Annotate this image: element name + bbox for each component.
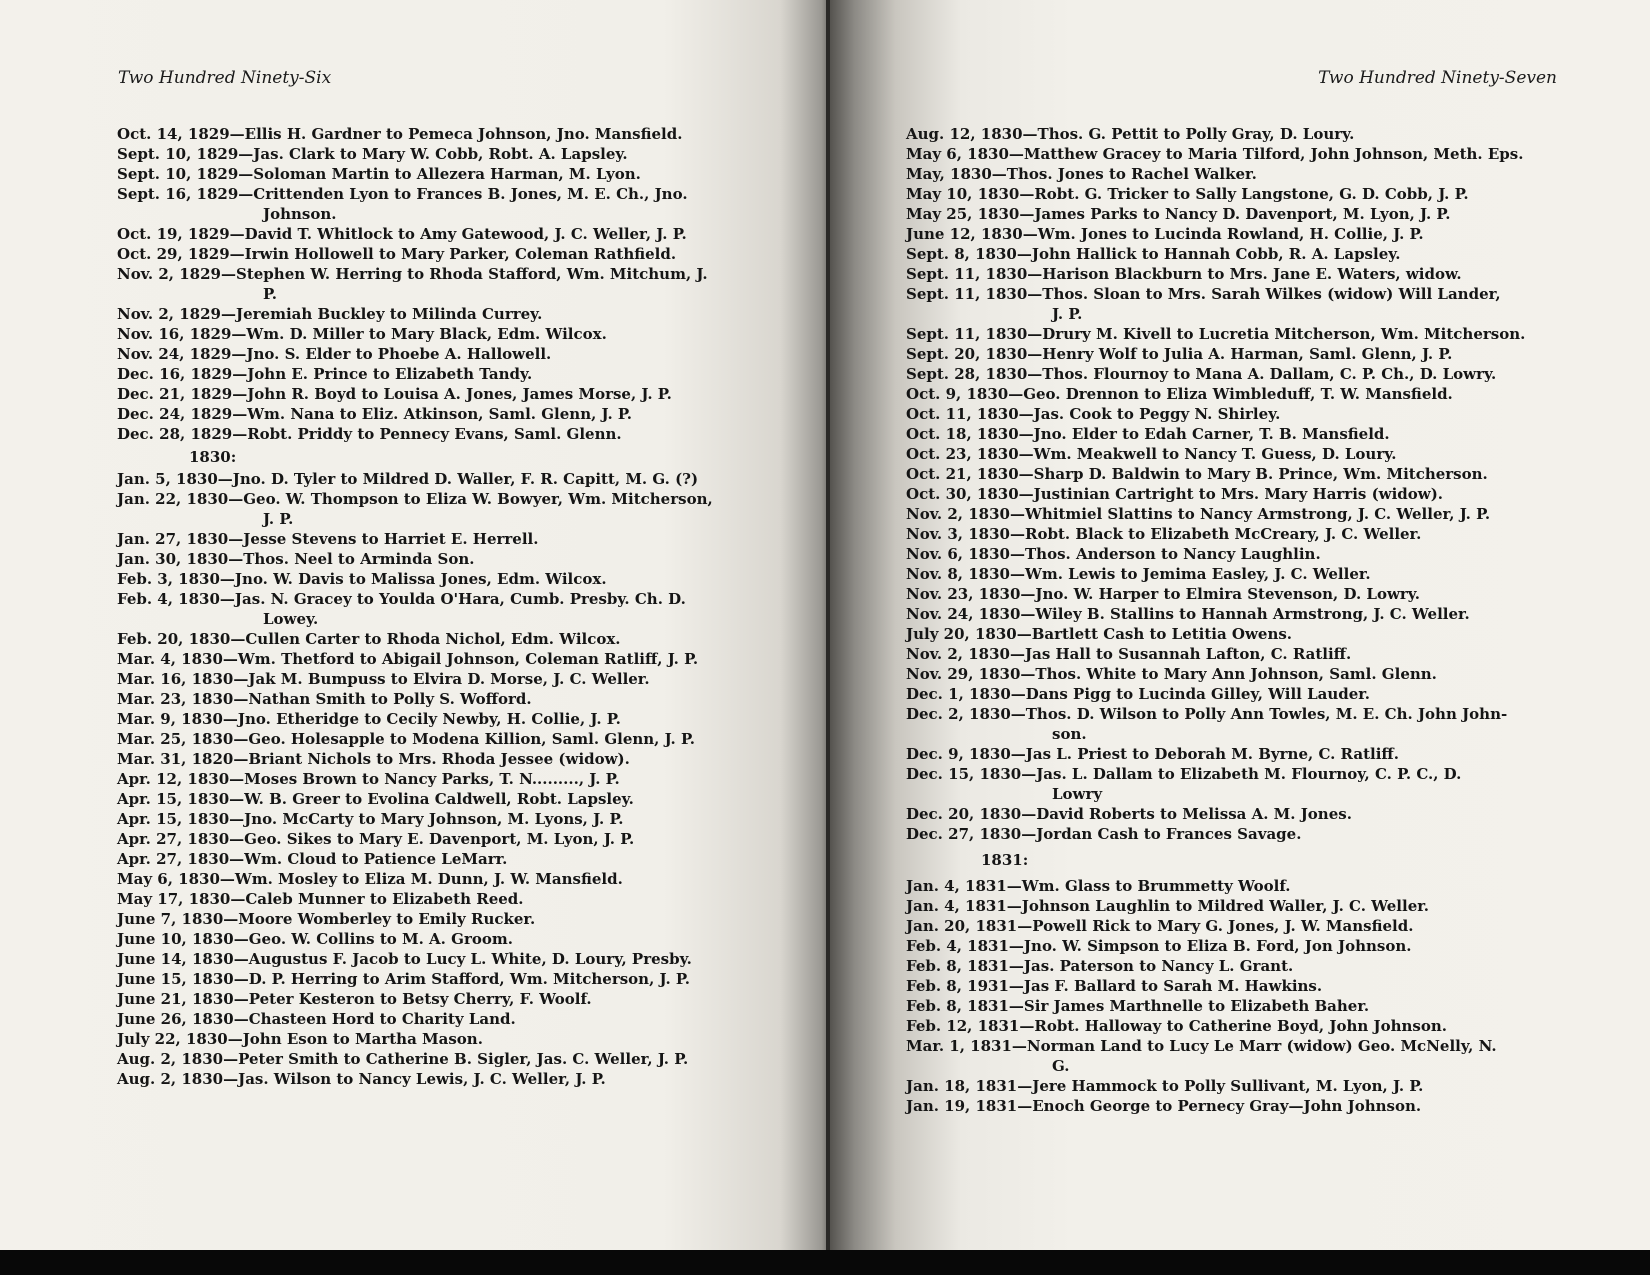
marriage-entry [117,184,767,224]
marriage-entry [117,569,767,589]
marriage-entry [906,664,1566,684]
marriage-entry [906,936,1566,956]
marriage-entry [117,144,767,164]
entry-text: May 6, 1830—Wm. Mosley to Eliza M. Dunn, J. W. Mansfield. [117,870,623,888]
entry-text: Jan. 27, 1830—Jesse Stevens to Harriet E. Herrell. [117,530,539,548]
marriage-entry [117,469,767,489]
entry-text: May 10, 1830—Robt. G. Tricker to Sally Langstone, G. D. Cobb, J. P. [906,185,1469,203]
marriage-entry [117,404,767,424]
entry-text: Nov. 24, 1829—Jno. S. Elder to Phoebe A. Hallowell. [117,345,552,363]
entry-text: May 25, 1830—James Parks to Nancy D. Davenport, M. Lyon, J. P. [906,205,1451,223]
entry-text: Apr. 27, 1830—Wm. Cloud to Patience LeMarr. [117,850,508,868]
marriage-entry [117,264,767,304]
marriage-entry [906,244,1566,264]
entry-text: Feb. 12, 1831—Robt. Halloway to Catherine Boyd, John Johnson. [906,1017,1447,1035]
marriage-entry [906,804,1566,824]
entry-text: Jan. 4, 1831—Johnson Laughlin to Mildred Waller, J. C. Weller. [906,897,1429,915]
entry-text: Feb. 4, 1830—Jas. N. Gracey to Youlda O'Hara, Cumb. Presby. Ch. D. [117,590,686,608]
marriage-entry [117,489,767,529]
entry-text: June 14, 1830—Augustus F. Jacob to Lucy L. White, D. Loury, Presby. [117,950,692,968]
entry-list-1830 [117,469,767,1089]
left-page [0,0,830,1250]
marriage-entry [117,809,767,829]
entry-text: Aug. 12, 1830—Thos. G. Pettit to Polly Gray, D. Loury. [906,125,1355,143]
entry-continuation: Lowey. [263,610,319,628]
entry-text: Sept. 11, 1830—Drury M. Kivell to Lucretia Mitcherson, Wm. Mitcherson. [906,325,1526,343]
entry-text: Nov. 2, 1830—Whitmiel Slattins to Nancy Armstrong, J. C. Weller, J. P. [906,505,1491,523]
marriage-entry [117,1049,767,1069]
marriage-entry [906,444,1566,464]
marriage-entry [117,929,767,949]
entry-text: May 17, 1830—Caleb Munner to Elizabeth Reed. [117,890,524,908]
entry-text: Dec. 20, 1830—David Roberts to Melissa A. M. Jones. [906,805,1352,823]
entry-continuation: Lowry [1052,785,1103,803]
entry-text: Oct. 21, 1830—Sharp D. Baldwin to Mary B. Prince, Wm. Mitcherson. [906,465,1488,483]
marriage-entry [117,749,767,769]
entry-text: Dec. 28, 1829—Robt. Priddy to Pennecy Evans, Saml. Glenn. [117,425,622,443]
entry-text: Dec. 16, 1829—John E. Prince to Elizabeth Tandy. [117,365,533,383]
entry-text: June 12, 1830—Wm. Jones to Lucinda Rowland, H. Collie, J. P. [906,225,1424,243]
entry-text: Nov. 2, 1830—Jas Hall to Susannah Lafton, C. Ratliff. [906,645,1352,663]
entry-text: Jan. 20, 1831—Powell Rick to Mary G. Jones, J. W. Mansfield. [906,917,1414,935]
entry-list-1831 [906,876,1566,1116]
entry-text: Feb. 3, 1830—Jno. W. Davis to Malissa Jones, Edm. Wilcox. [117,570,607,588]
marriage-entry [117,629,767,649]
entry-text: Dec. 27, 1830—Jordan Cash to Frances Savage. [906,825,1302,843]
marriage-entry [906,344,1566,364]
entry-text: Feb. 8, 1931—Jas F. Ballard to Sarah M. Hawkins. [906,977,1323,995]
year-heading-1831: 1831: [981,851,1029,869]
marriage-entry [117,344,767,364]
entry-text: Nov. 29, 1830—Thos. White to Mary Ann Johnson, Saml. Glenn. [906,665,1437,683]
entry-text: Oct. 9, 1830—Geo. Drennon to Eliza Wimbleduff, T. W. Mansfield. [906,385,1453,403]
entry-text: Dec. 15, 1830—Jas. L. Dallam to Elizabeth M. Flournoy, C. P. C., D. [906,765,1462,783]
marriage-entry [906,384,1566,404]
marriage-entry [117,649,767,669]
entry-text: June 7, 1830—Moore Womberley to Emily Rucker. [117,910,536,928]
marriage-entry [117,304,767,324]
marriage-entry [906,684,1566,704]
marriage-entry [906,744,1566,764]
marriage-entry [906,704,1566,744]
marriage-entry [117,889,767,909]
marriage-entry [906,264,1566,284]
marriage-entry [117,989,767,1009]
entry-text: Jan. 30, 1830—Thos. Neel to Arminda Son. [117,550,475,568]
entry-text: Sept. 20, 1830—Henry Wolf to Julia A. Harman, Saml. Glenn, J. P. [906,345,1453,363]
marriage-entry [906,976,1566,996]
entry-text: Mar. 25, 1830—Geo. Holesapple to Modena Killion, Saml. Glenn, J. P. [117,730,696,748]
entry-text: June 21, 1830—Peter Kesteron to Betsy Cherry, F. Woolf. [117,990,592,1008]
entry-text: Oct. 30, 1830—Justinian Cartright to Mrs. Mary Harris (widow). [906,485,1444,503]
marriage-entry [906,284,1566,324]
marriage-entry [906,544,1566,564]
marriage-entry [117,589,767,629]
marriage-entry [906,164,1566,184]
marriage-entry [117,709,767,729]
entry-text: Nov. 3, 1830—Robt. Black to Elizabeth McCreary, J. C. Weller. [906,525,1422,543]
entry-text: June 26, 1830—Chasteen Hord to Charity Land. [117,1010,516,1028]
marriage-entry [117,769,767,789]
entry-text: Sept. 10, 1829—Jas. Clark to Mary W. Cobb, Robt. A. Lapsley. [117,145,628,163]
marriage-entry [906,644,1566,664]
marriage-entry [117,829,767,849]
marriage-entry [117,124,767,144]
marriage-entry [117,224,767,244]
marriage-entry [117,849,767,869]
entry-text: Dec. 9, 1830—Jas L. Priest to Deborah M. Byrne, C. Ratliff. [906,745,1399,763]
entry-text: Nov. 6, 1830—Thos. Anderson to Nancy Laughlin. [906,545,1321,563]
entry-list-1830-cont [906,124,1566,844]
entry-text: Sept. 11, 1830—Harison Blackburn to Mrs. Jane E. Waters, widow. [906,265,1462,283]
marriage-entry [117,689,767,709]
marriage-entry [117,364,767,384]
marriage-entry [906,564,1566,584]
scan-bottom-edge [0,1250,1650,1275]
entry-text: Nov. 2, 1829—Stephen W. Herring to Rhoda Stafford, Wm. Mitchum, J. [117,265,708,283]
marriage-entry [906,184,1566,204]
entry-text: July 22, 1830—John Eson to Martha Mason. [117,1030,483,1048]
entry-text: Oct. 29, 1829—Irwin Hollowell to Mary Parker, Coleman Rathfield. [117,245,677,263]
marriage-entry [906,584,1566,604]
marriage-entry [117,424,767,444]
entry-text: Mar. 16, 1830—Jak M. Bumpuss to Elvira D. Morse, J. C. Weller. [117,670,650,688]
marriage-entry [117,1009,767,1029]
marriage-entry [906,604,1566,624]
entry-text: Mar. 9, 1830—Jno. Etheridge to Cecily Newby, H. Collie, J. P. [117,710,621,728]
marriage-entry [117,729,767,749]
marriage-entry [906,956,1566,976]
entry-text: Dec. 1, 1830—Dans Pigg to Lucinda Gilley, Will Lauder. [906,685,1371,703]
entry-text: Apr. 15, 1830—W. B. Greer to Evolina Caldwell, Robt. Lapsley. [117,790,634,808]
right-entries [906,124,1566,1116]
marriage-entry [117,1069,767,1089]
running-head-left: Two Hundred Ninety-Six [118,68,332,88]
marriage-entry [906,144,1566,164]
marriage-entry [906,324,1566,344]
marriage-entry [117,909,767,929]
marriage-entry [906,896,1566,916]
entry-text: Oct. 11, 1830—Jas. Cook to Peggy N. Shirley. [906,405,1281,423]
left-entries [117,124,767,1089]
marriage-entry [906,624,1566,644]
marriage-entry [906,1016,1566,1036]
entry-text: Sept. 10, 1829—Soloman Martin to Allezera Harman, M. Lyon. [117,165,641,183]
entry-text: Mar. 1, 1831—Norman Land to Lucy Le Marr (widow) Geo. McNelly, N. [906,1037,1497,1055]
entry-text: Nov. 24, 1830—Wiley B. Stallins to Hannah Armstrong, J. C. Weller. [906,605,1470,623]
entry-text: Sept. 16, 1829—Crittenden Lyon to Frances B. Jones, M. E. Ch., Jno. [117,185,688,203]
marriage-entry [906,204,1566,224]
marriage-entry [117,669,767,689]
marriage-entry [906,124,1566,144]
entry-text: Apr. 15, 1830—Jno. McCarty to Mary Johnson, M. Lyons, J. P. [117,810,624,828]
marriage-entry [906,424,1566,444]
entry-continuation: J. P. [263,510,294,528]
marriage-entry [117,384,767,404]
entry-text: Aug. 2, 1830—Jas. Wilson to Nancy Lewis, J. C. Weller, J. P. [117,1070,606,1088]
marriage-entry [117,549,767,569]
entry-continuation: son. [1052,725,1087,743]
year-heading-1830: 1830: [189,448,237,466]
entry-text: Dec. 24, 1829—Wm. Nana to Eliz. Atkinson, Saml. Glenn, J. P. [117,405,632,423]
marriage-entry [906,824,1566,844]
entry-text: Nov. 23, 1830—Jno. W. Harper to Elmira Stevenson, D. Lowry. [906,585,1420,603]
entry-text: Feb. 8, 1831—Sir James Marthnelle to Elizabeth Baher. [906,997,1370,1015]
marriage-entry [906,876,1566,896]
marriage-entry [117,164,767,184]
entry-text: May, 1830—Thos. Jones to Rachel Walker. [906,165,1257,183]
marriage-entry [117,949,767,969]
marriage-entry [906,524,1566,544]
entry-text: Oct. 23, 1830—Wm. Meakwell to Nancy T. Guess, D. Loury. [906,445,1397,463]
entry-text: Feb. 8, 1831—Jas. Paterson to Nancy L. Grant. [906,957,1294,975]
entry-text: Jan. 5, 1830—Jno. D. Tyler to Mildred D. Waller, F. R. Capitt, M. G. (?) [117,470,699,488]
entry-text: Nov. 2, 1829—Jeremiah Buckley to Milinda Currey. [117,305,543,323]
marriage-entry [906,916,1566,936]
marriage-entry [906,1096,1566,1116]
marriage-entry [117,324,767,344]
entry-text: Oct. 14, 1829—Ellis H. Gardner to Pemeca Johnson, Jno. Mansfield. [117,125,683,143]
entry-text: June 15, 1830—D. P. Herring to Arim Stafford, Wm. Mitcherson, J. P. [117,970,690,988]
entry-text: Sept. 11, 1830—Thos. Sloan to Mrs. Sarah Wilkes (widow) Will Lander, [906,285,1501,303]
entry-text: Jan. 4, 1831—Wm. Glass to Brummetty Woolf. [906,877,1291,895]
entry-continuation: P. [263,285,278,303]
entry-text: Aug. 2, 1830—Peter Smith to Catherine B. Sigler, Jas. C. Weller, J. P. [117,1050,689,1068]
entry-text: Apr. 27, 1830—Geo. Sikes to Mary E. Davenport, M. Lyon, J. P. [117,830,635,848]
marriage-entry [117,1029,767,1049]
entry-text: June 10, 1830—Geo. W. Collins to M. A. Groom. [117,930,513,948]
entry-text: Nov. 16, 1829—Wm. D. Miller to Mary Black, Edm. Wilcox. [117,325,607,343]
entry-text: Mar. 4, 1830—Wm. Thetford to Abigail Johnson, Coleman Ratliff, J. P. [117,650,699,668]
entry-text: Oct. 19, 1829—David T. Whitlock to Amy Gatewood, J. C. Weller, J. P. [117,225,687,243]
entry-text: Feb. 20, 1830—Cullen Carter to Rhoda Nichol, Edm. Wilcox. [117,630,621,648]
marriage-entry [117,789,767,809]
entry-text: Mar. 23, 1830—Nathan Smith to Polly S. Wofford. [117,690,532,708]
marriage-entry [906,1076,1566,1096]
entry-text: Nov. 8, 1830—Wm. Lewis to Jemima Easley, J. C. Weller. [906,565,1371,583]
marriage-entry [117,529,767,549]
marriage-entry [906,484,1566,504]
entry-continuation: Johnson. [263,205,337,223]
marriage-entry [117,969,767,989]
entry-text: Feb. 4, 1831—Jno. W. Simpson to Eliza B. Ford, Jon Johnson. [906,937,1412,955]
marriage-entry [906,764,1566,804]
marriage-entry [906,1036,1566,1076]
entry-text: Sept. 28, 1830—Thos. Flournoy to Mana A. Dallam, C. P. Ch., D. Lowry. [906,365,1497,383]
marriage-entry [906,404,1566,424]
entry-text: Oct. 18, 1830—Jno. Elder to Edah Carner, T. B. Mansfield. [906,425,1390,443]
running-head-right: Two Hundred Ninety-Seven [1318,68,1557,88]
entry-text: Jan. 18, 1831—Jere Hammock to Polly Sullivant, M. Lyon, J. P. [906,1077,1424,1095]
marriage-entry [906,224,1566,244]
marriage-entry [117,869,767,889]
marriage-entry [906,464,1566,484]
entry-text: July 20, 1830—Bartlett Cash to Letitia Owens. [906,625,1293,643]
entry-text: Jan. 19, 1831—Enoch George to Pernecy Gray—John Johnson. [906,1097,1422,1115]
entry-text: Jan. 22, 1830—Geo. W. Thompson to Eliza W. Bowyer, Wm. Mitcherson, [117,490,713,508]
entry-text: Mar. 31, 1820—Briant Nichols to Mrs. Rhoda Jessee (widow). [117,750,630,768]
marriage-entry [117,244,767,264]
entry-continuation: G. [1052,1057,1070,1075]
entry-list-1829 [117,124,767,444]
entry-text: Apr. 12, 1830—Moses Brown to Nancy Parks, T. N........., J. P. [117,770,620,788]
marriage-entry [906,504,1566,524]
entry-text: Dec. 2, 1830—Thos. D. Wilson to Polly Ann Towles, M. E. Ch. John John- [906,705,1508,723]
entry-continuation: J. P. [1052,305,1083,323]
entry-text: Dec. 21, 1829—John R. Boyd to Louisa A. Jones, James Morse, J. P. [117,385,672,403]
entry-text: Sept. 8, 1830—John Hallick to Hannah Cobb, R. A. Lapsley. [906,245,1401,263]
entry-text: May 6, 1830—Matthew Gracey to Maria Tilford, John Johnson, Meth. Eps. [906,145,1524,163]
right-page [830,0,1650,1250]
marriage-entry [906,996,1566,1016]
marriage-entry [906,364,1566,384]
